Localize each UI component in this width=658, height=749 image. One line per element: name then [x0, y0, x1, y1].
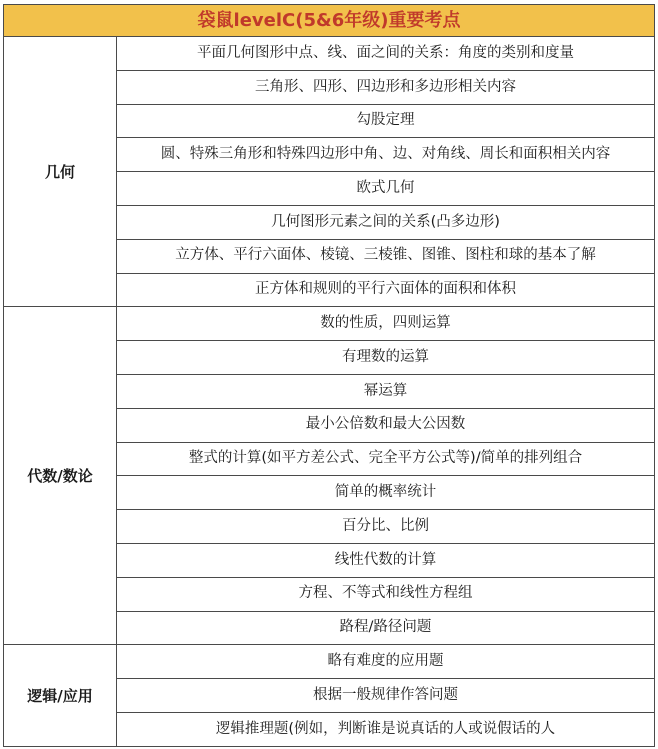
topic-cell: 最小公倍数和最大公因数: [117, 408, 655, 442]
topic-cell: 简单的概率统计: [117, 476, 655, 510]
topic-cell: 正方体和规则的平行六面体的面积和体积: [117, 273, 655, 307]
topic-cell: 整式的计算(如平方差公式、完全平方公式等)/简单的排列组合: [117, 442, 655, 476]
title-row: [4, 5, 655, 37]
topic-cell: 欧式几何: [117, 172, 655, 206]
topic-cell: 方程、不等式和线性方程组: [117, 577, 655, 611]
table-row: [4, 307, 655, 341]
topic-cell: 线性代数的计算: [117, 543, 655, 577]
category-logic-application: 逻辑/应用: [4, 645, 117, 746]
topic-cell: 数的性质，四则运算: [117, 307, 655, 341]
topic-cell: 幂运算: [117, 374, 655, 408]
table-row: [4, 645, 655, 679]
topic-cell: 几何图形元素之间的关系(凸多边形): [117, 205, 655, 239]
category-algebra-number-theory: 代数/数论: [4, 307, 117, 645]
category-geometry: 几何: [4, 37, 117, 307]
topic-cell: 有理数的运算: [117, 341, 655, 375]
topic-cell: 平面几何图形中点、线、面之间的关系：角度的类别和度量: [117, 37, 655, 71]
topic-cell: 路程/路径问题: [117, 611, 655, 645]
table-title: 袋鼠levelC(5&6年级)重要考点: [4, 5, 655, 37]
key-points-table: [3, 4, 655, 747]
topic-cell: 勾股定理: [117, 104, 655, 138]
topic-cell: 立方体、平行六面体、棱镜、三棱锥、图锥、图柱和球的基本了解: [117, 239, 655, 273]
topic-cell: 根据一般规律作答问题: [117, 679, 655, 713]
topic-cell: 逻辑推理题(例如，判断谁是说真话的人或说假话的人: [117, 712, 655, 746]
table-row: [4, 37, 655, 71]
topic-cell: 三角形、四形、四边形和多边形相关内容: [117, 70, 655, 104]
topic-cell: 略有难度的应用题: [117, 645, 655, 679]
topic-cell: 圆、特殊三角形和特殊四边形中角、边、对角线、周长和面积相关内容: [117, 138, 655, 172]
topic-cell: 百分比、比例: [117, 510, 655, 544]
